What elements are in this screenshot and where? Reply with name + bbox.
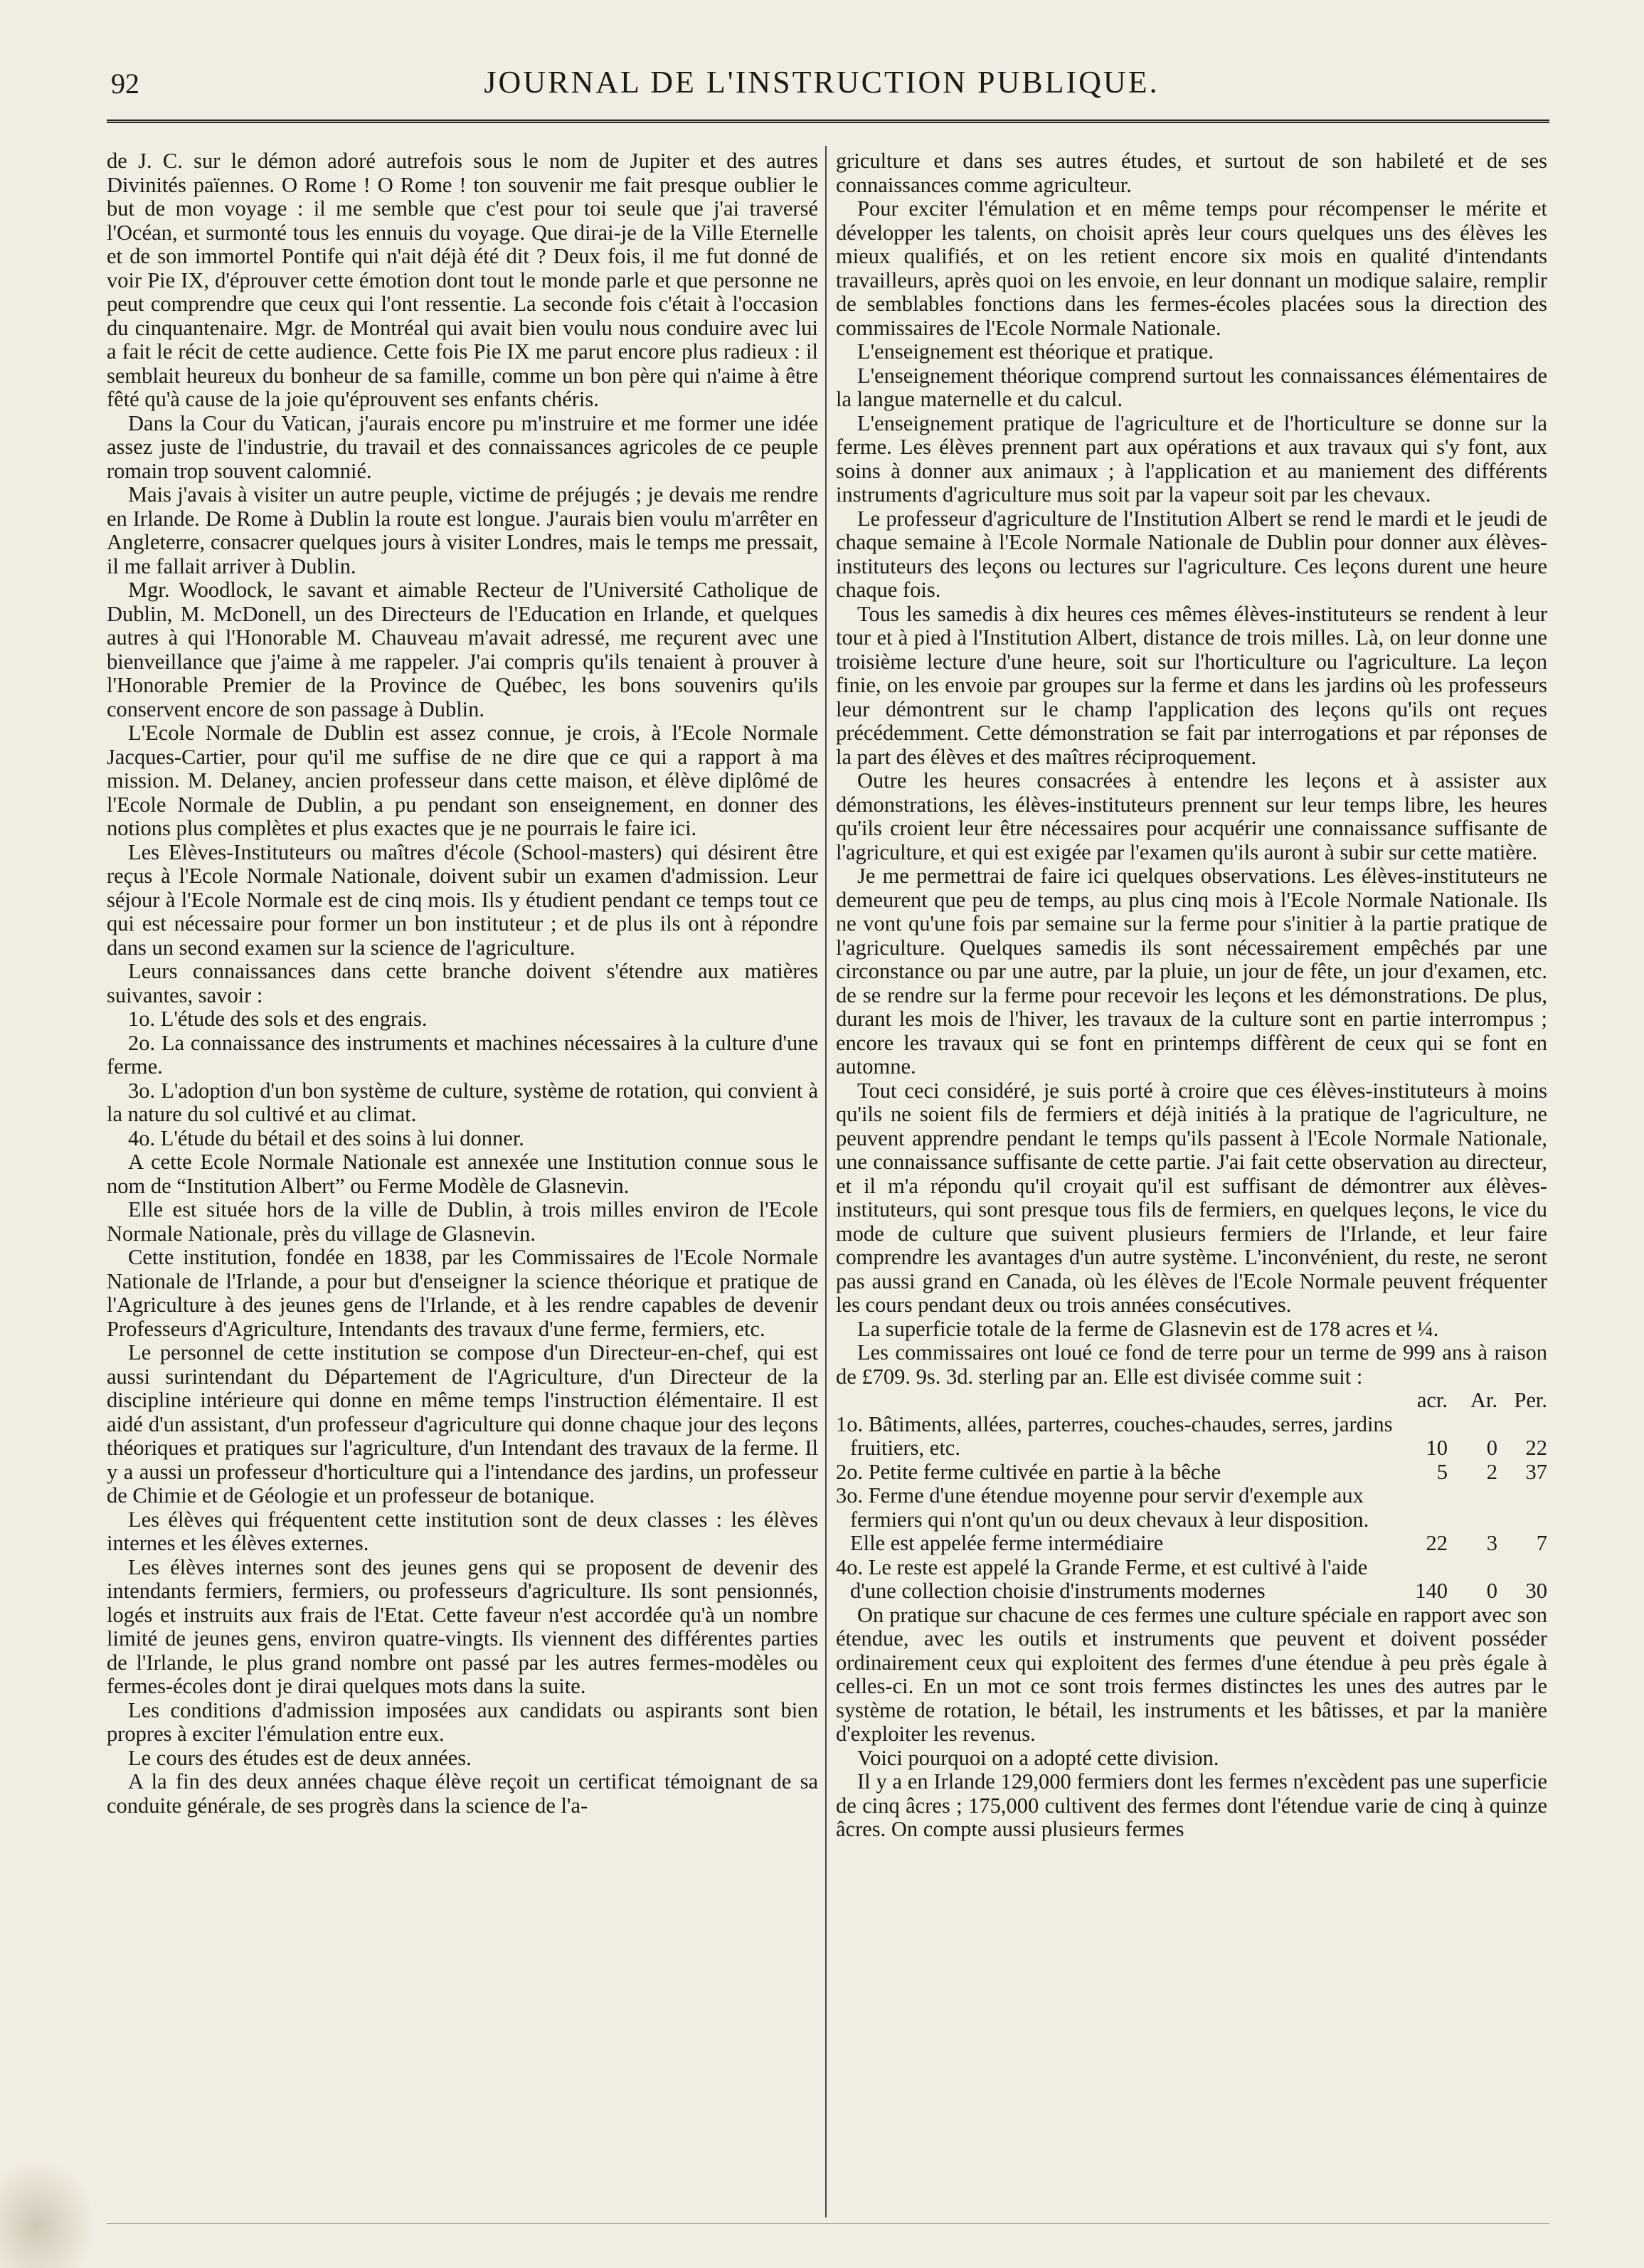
paragraph: Tous les samedis à dix heures ces mêmes élèves-instituteurs se rendent à leur tour et à pied à l'Institution Albert, distance de trois milles. Là, on leur donne une troisième lecture d'une heure, soit sur l'horticulture ou l'agriculture. La leçon finie, on les envoie par groupes sur la ferme et dans les jardins où les professeurs leur démontrent sur le champ l'application des leçons qu'ils ont reçues précédemment. Cette démonstration se fait par interrogations et par réponses de la part des élèves et des maîtres réciproquement.	[836, 601, 1547, 769]
paragraph: Elle est située hors de la ville de Dublin, à trois milles environ de l'Ecole Normale Nationale, près du village de Glasnevin.	[107, 1197, 818, 1246]
paragraph: Mais j'avais à visiter un autre peuple, victime de préjugés ; je devais me rendre en Irlande. De Rome à Dublin la route est longue. J'aurais bien voulu m'arrêter en Angleterre, consacrer quelques jours à visiter Londres, mais le temps me pressait, il me fallait arriver à Dublin.	[107, 482, 818, 578]
column-divider	[825, 146, 827, 2217]
paragraph: Tout ceci considéré, je suis porté à croire que ces élèves-instituteurs à moins qu'ils ne soient fils de fermiers et déjà initiés à la pratique de l'agriculture, ne peuvent apprendre pendant le temps qu'ils passent à l'Ecole Normale Nationale, une connaissance suffisante de cette partie. J'ai fait cette observation au directeur, et il m'a répondu qu'il croyait qu'il est suffisant de démontrer aux élèves-instituteurs, qui sont presque tous fils de fermiers, en quelques leçons, le vice du mode de culture que suivent plusieurs fermiers de l'Irlande, et leur faire comprendre les avantages d'un autre système. L'inconvénient, du reste, ne seront pas aussi grand en Canada, où les élèves de l'Ecole Normale peuvent fréquenter les cours pendant deux ou trois années consécutives.	[836, 1078, 1547, 1317]
paragraph: Le professeur d'agriculture de l'Institution Albert se rend le mardi et le jeudi de chaque semaine à l'Ecole Normale Nationale de Dublin pour donner aux élèves-instituteurs des leçons ou lectures sur l'agriculture. Ces leçons durent une heure chaque fois.	[836, 506, 1547, 602]
paragraph: L'enseignement théorique comprend surtout les connaissances élémentaires de la langue maternelle et du calcul.	[836, 363, 1547, 411]
paragraph: Leurs connaissances dans cette branche doivent s'étendre aux matières suivantes, savoir :	[107, 959, 818, 1007]
row-acres: 140	[1415, 1579, 1448, 1603]
paper-smudge	[0, 2163, 92, 2268]
left-column	[107, 149, 818, 2216]
row-description: 3o. Ferme d'une étendue moyenne pour servir d'exemple aux fermiers qui n'ont qu'un ou deux chevaux à leur disposition. Elle est appelée ferme intermédiaire	[836, 1483, 1369, 1555]
paragraph: de J. C. sur le démon adoré autrefois sous le nom de Jupiter et des autres Divinités païennes. O Rome ! O Rome ! ton souvenir me fait presque oublier le but de mon voyage : il me semble que c'est pour toi seule que j'ai traversé l'Océan, et surmonté tous les ennuis du voyage. Que dirai-je de la Ville Eternelle et de son immortel Pontife qui n'ait déjà été dit ? Deux fois, il me fut donné de voir Pie IX, d'éprouver cette émotion dont tout le monde parle et que personne ne peut comprendre que ceux qui l'ont ressentie. La seconde fois c'était à l'occasion du cinquantenaire. Mgr. de Montréal qui avait bien voulu nous conduire avec lui a fait le récit de cette audience. Cette fois Pie IX me parut encore plus radieux : il semblait heureux du bonheur de sa famille, comme un bon père qui n'aime à être fêté qu'à cause de la joie qu'éprouvent ses enfants chéris.	[107, 149, 818, 411]
paragraph: Il y a en Irlande 129,000 fermiers dont les fermes n'excèdent pas une superficie de cinq âcres ; 175,000 cultivent des fermes dont l'étendue varie de cinq à quinze âcres. On compte aussi plusieurs fermes	[836, 1769, 1547, 1841]
paragraph: Je me permettrai de faire ici quelques observations. Les élèves-instituteurs ne demeurent que peu de temps, au plus cinq mois à l'Ecole Normale Nationale. Ils ne vont qu'une fois par semaine sur la ferme pour s'initier à la partie pratique de l'agriculture. Quelques samedis ils sont nécessairement empêchés par une circonstance ou par une autre, par la pluie, un jour de fête, un jour d'examen, etc. de se rendre sur la ferme pour recevoir les leçons et les démonstrations. De plus, durant les mois de l'hiver, les travaux de la culture sont en partie interrompus ; encore les travaux qui se font en printemps diffèrent de ceux qui se font en automne.	[836, 864, 1547, 1079]
paragraph: Les élèves internes sont des jeunes gens qui se proposent de devenir des intendants fermiers, fermiers, ou professeurs d'agriculture. Ils sont pensionnés, logés et instruits aux frais de l'Etat. Cette faveur n'est accordée qu'à un nombre limité de jeunes gens, environ quatre-vingts. Ils viennent des différentes parties de l'Irlande, le plus grand nombre ont passé par les autres fermes-modèles ou fermes-écoles dont je dirai quelques mots dans la suite.	[107, 1554, 818, 1698]
list-item: 4o. L'étude du bétail et des soins à lui donner.	[128, 1125, 524, 1150]
bottom-rule	[107, 2223, 1549, 2224]
row-arpents: 2	[1486, 1459, 1497, 1484]
row-perches: 7	[1536, 1531, 1547, 1555]
row-description: 4o. Le reste est appelé la Grande Ferme, et est cultivé à l'aide d'une collection choisie d'instruments modernes	[836, 1554, 1368, 1603]
paragraph: Les Elèves-Instituteurs ou maîtres d'école (School-masters) qui désirent être reçus à l'Ecole Normale Nationale, doivent subir un examen d'admission. Leur séjour à l'Ecole Normale est de cinq mois. Ils y étudient pendant ce temps tout ce qui est nécessaire pour former un bon instituteur ; et de plus ils ont à répondre dans un second examen sur la science de l'agriculture.	[107, 839, 818, 960]
table-row	[836, 1484, 1547, 1556]
row-acres: 10	[1426, 1436, 1448, 1460]
paragraph: A la fin des deux années chaque élève reçoit un certificat témoignant de sa conduite générale, de ses progrès dans la science de l'a-	[107, 1769, 818, 1818]
paragraph: On pratique sur chacune de ces fermes une culture spéciale en rapport avec son étendue, avec les outils et instruments que peuvent et doivent posséder ordinairement ceux qui exploitent des fermes d'une étendue à peu près égale à celles-ci. En un mot ce sont trois fermes distinctes les unes des autres par le système de rotation, le bétail, les instruments et les bâtisses, et par la manière d'exploiter les revenus.	[836, 1602, 1547, 1746]
paragraph: La superficie totale de la ferme de Glasnevin est de 178 acres et ¼.	[857, 1316, 1439, 1341]
paragraph: Les élèves qui fréquentent cette institution sont de deux classes : les élèves internes et les élèves externes.	[107, 1507, 818, 1555]
row-arpents: 0	[1486, 1579, 1497, 1603]
paragraph: L'Ecole Normale de Dublin est assez connue, je crois, à l'Ecole Normale Jacques-Cartier, pour qu'il me suffise de ne dire que ce qui a rapport à ma mission. M. Delaney, ancien professeur dans cette maison, et élève diplômé de l'Ecole Normale de Dublin, a pu pendant son enseignement, en donner des notions plus complètes et plus exactes que je ne pourrais le faire ici.	[107, 721, 818, 840]
page-title: JOURNAL DE L'INSTRUCTION PUBLIQUE.	[484, 65, 1160, 100]
table-row	[836, 1556, 1547, 1604]
paragraph: L'enseignement pratique de l'agriculture et de l'horticulture se donne sur la ferme. Les élèves prennent part aux opérations et aux travaux qui s'y font, aux soins à donner aux animaux ; à l'application et au maniement des différents instruments d'agriculture mus soit par la vapeur soit par les chevaux.	[836, 410, 1547, 507]
page-header	[100, 60, 1544, 110]
row-description: 1o. Bâtiments, allées, parterres, couches-chaudes, serres, jardins fruitiers, etc.	[836, 1411, 1393, 1460]
page-number: 92	[111, 68, 139, 100]
paragraph: Outre les heures consacrées à entendre les leçons et à assister aux démonstrations, les élèves-instituteurs prennent sur leur temps libre, les heures qu'ils croient leur être nécessaires pour acquérir une connaissance suffisante de l'agriculture, et qui est exigée par l'examen qu'ils auront à subir sur cette matière.	[836, 768, 1547, 864]
row-description: 2o. Petite ferme cultivée en partie à la bêche	[836, 1459, 1221, 1484]
right-column-top	[836, 149, 1547, 1389]
header-perches: Per.	[1514, 1388, 1547, 1412]
paragraph: Pour exciter l'émulation et en même temps pour récompenser le mérite et développer les talents, on choisit après leur cours quelques uns des élèves les mieux qualifiés, et on les retient encore six mois en qualité d'intendants travailleurs, après quoi on les envoie, en leur donnant un modique salaire, remplir de semblables fonctions dans les fermes-écoles placées sous la direction des commissaires de l'Ecole Normale Nationale.	[836, 196, 1547, 340]
paragraph: Les commissaires ont loué ce fond de terre pour un terme de 999 ans à raison de £709. 9s. 3d. sterling par an. Elle est divisée comme suit :	[836, 1340, 1547, 1389]
paragraph: Voici pourquoi on a adopté cette division.	[857, 1745, 1219, 1770]
paragraph: L'enseignement est théorique et pratique.	[857, 339, 1214, 364]
row-acres: 22	[1426, 1531, 1448, 1555]
row-arpents: 3	[1486, 1531, 1497, 1555]
right-column-bottom	[836, 1604, 1547, 1842]
paragraph: Les conditions d'admission imposées aux candidats ou aspirants sont bien propres à exciter l'émulation entre eux.	[107, 1697, 818, 1746]
header-arpents: Ar.	[1470, 1388, 1497, 1412]
row-perches: 30	[1525, 1579, 1547, 1603]
right-column	[836, 149, 1547, 2216]
list-item: 3o. L'adoption d'un bon système de culture, système de rotation, qui convient à la nature du sol cultivé et au climat.	[107, 1078, 818, 1126]
paragraph: Mgr. Woodlock, le savant et aimable Recteur de l'Université Catholique de Dublin, M. McDonell, un des Directeurs de l'Education en Irlande, et quelques autres à qui l'Honorable M. Chauveau m'avait adressé, me reçurent avec une bienveillance que j'aime à me rappeler. J'ai compris qu'ils tenaient à prouver à l'Honorable Premier de la Province de Québec, les bons souvenirs qu'ils conservent encore de son passage à Dublin.	[107, 578, 818, 721]
paragraph: A cette Ecole Normale Nationale est annexée une Institution connue sous le nom de “Institution Albert” ou Ferme Modèle de Glasnevin.	[107, 1150, 818, 1198]
list-item: 2o. La connaissance des instruments et machines nécessaires à la culture d'une ferme.	[107, 1030, 818, 1079]
land-table-header	[836, 1389, 1547, 1413]
paragraph: Le cours des études est de deux années.	[128, 1745, 472, 1770]
land-division-table	[836, 1389, 1547, 1604]
paragraph: griculture et dans ses autres études, et surtout de son habileté et de ses connaissances comme agriculteur.	[836, 149, 1547, 197]
paragraph: Cette institution, fondée en 1838, par les Commissaires de l'Ecole Normale Nationale de l'Irlande, a pour but d'enseigner la science théorique et pratique de l'Agriculture à des jeunes gens de l'Irlande, et à les rendre capables de devenir Professeurs d'Agriculture, Intendants des travaux d'une ferme, fermiers, etc.	[107, 1245, 818, 1341]
list-item: 1o. L'étude des sols et des engrais.	[128, 1007, 428, 1031]
paragraph: Le personnel de cette institution se compose d'un Directeur-en-chef, qui est aussi surintendant du Département de l'Agriculture, d'un Directeur de la discipline intérieure qui donne en même temps l'instruction élémentaire. Il est aidé d'un assistant, d'un professeur d'agriculture qui donne chaque jour des leçons théoriques et pratiques sur l'agriculture, d'un Intendant des travaux de la ferme. Il y a aussi un professeur d'horticulture qui a l'intendance des jardins, un professeur de Chimie et de Géologie et un professeur de botanique.	[107, 1340, 818, 1507]
row-perches: 22	[1525, 1436, 1547, 1460]
header-acres: acr.	[1416, 1388, 1448, 1412]
row-arpents: 0	[1486, 1436, 1497, 1460]
row-acres: 5	[1436, 1459, 1448, 1484]
table-row	[836, 1461, 1547, 1485]
paragraph: Dans la Cour du Vatican, j'aurais encore pu m'instruire et me former une idée assez juste de l'industrie, du travail et des connaissances agricoles de ce peuple romain trop souvent calomnié.	[107, 410, 818, 483]
table-row	[836, 1413, 1547, 1461]
header-rule	[107, 120, 1549, 130]
row-perches: 37	[1525, 1459, 1547, 1484]
